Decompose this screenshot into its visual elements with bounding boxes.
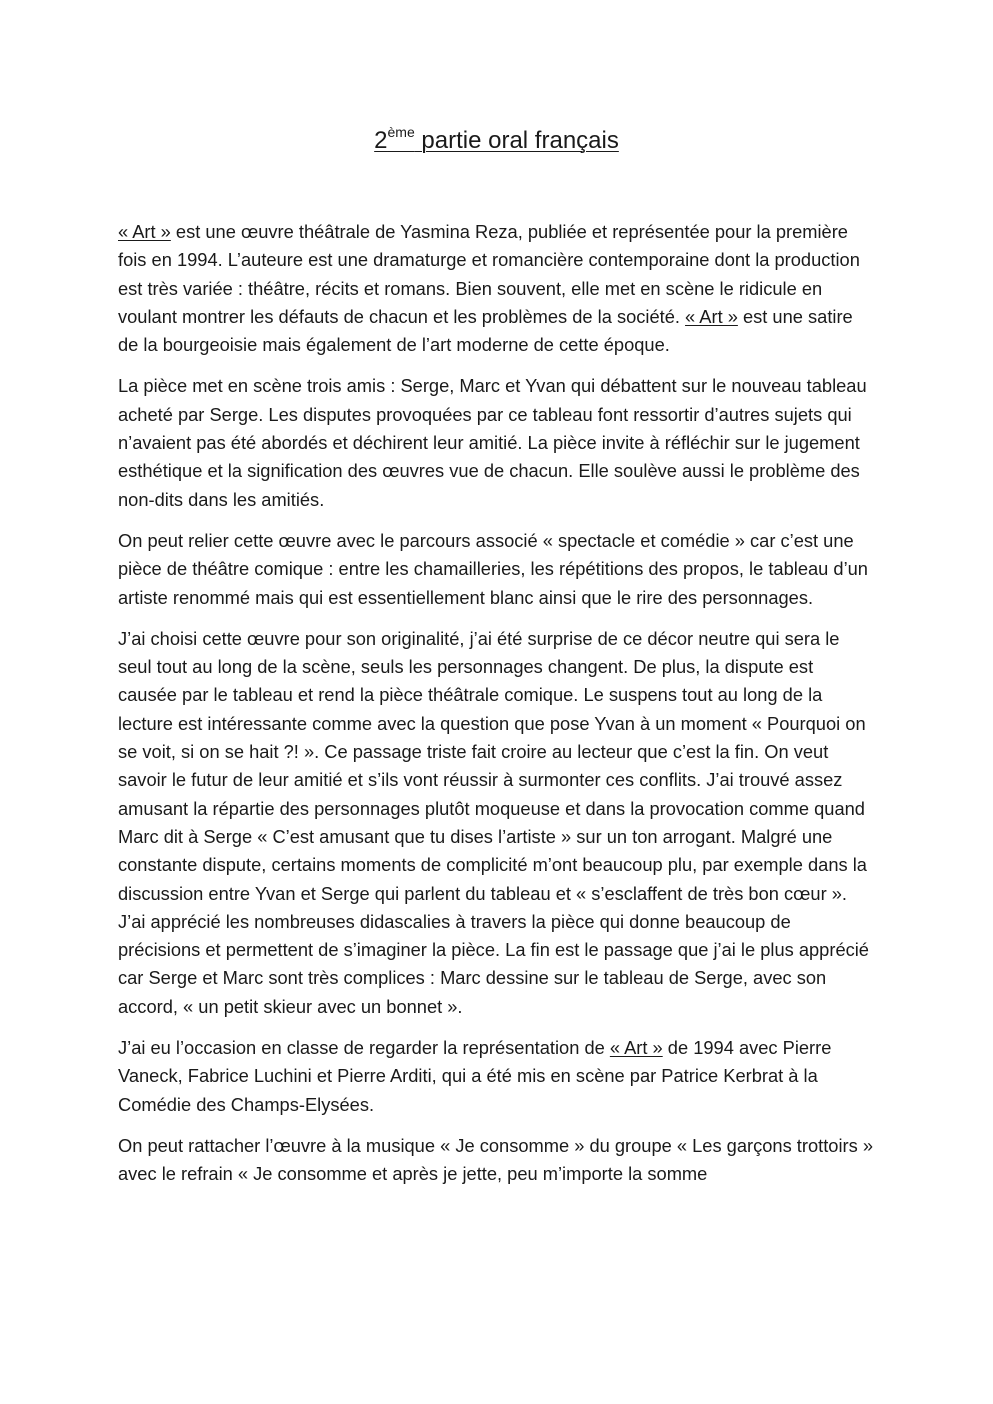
- paragraph-text: J’ai choisi cette œuvre pour son originalité, j’ai été surprise de ce décor neutre qui sera le seul tout au long de la scène, seuls les personnages changent. De plus, la dispute est causée par le tableau et rend la pièce théâtrale comique. Le suspens tout au long de la lecture est intéressante comme avec la question que pose Yvan à un moment « Pourquoi on se voit, si on se hait ?! ». Ce passage triste fait croire au lecteur que c’est la fin. On veut savoir le futur de leur amitié et s’ils vont réussir à surmonter ces conflits. J’ai trouvé assez amusant la répartie des personnages plutôt moqueuse et dans la provocation comme quand Marc dit à Serge « C’est amusant que tu dises l’artiste » sur un ton arrogant. Malgré une constante dispute, certains moments de complicité m’ont beaucoup plu, par exemple dans la discussion entre Yvan et Serge qui parlent du tableau et « s’esclaffent de très bon cœur ». J’ai apprécié les nombreuses didascalies à travers la pièce qui donne beaucoup de précisions et permettent de s’imaginer la pièce. La fin est le passage que j’ai le plus apprécié car Serge et Marc sont très complices : Marc dessine sur le tableau de Serge, avec son accord, « un petit skieur avec un bonnet ».: [118, 627, 869, 1017]
- paragraph-6: [118, 1132, 876, 1189]
- paragraph-text: est une œuvre théâtrale de Yasmina Reza, publiée et représentée pour la première fois en 1994. L’auteure est une dramaturge et romancière contemporaine dont la production est très variée : théâtre, récits et romans. Bien souvent, elle met en scène le ridicule en voulant montrer les défauts de chacun et les problèmes de la société.: [118, 221, 860, 327]
- paragraph-text: de 1994 avec Pierre Vaneck, Fabrice Luchini et Pierre Arditi, qui a été mis en scène par Patrice Kerbrat à la Comédie des Champs-Elysées.: [118, 1037, 832, 1115]
- paragraph-text: La pièce met en scène trois amis : Serge, Marc et Yvan qui débattent sur le nouveau tableau acheté par Serge. Les disputes provoquées par ce tableau font ressortir d’autres sujets qui n’avaient pas été abordés et déchirent leur amitié. La pièce invite à réfléchir sur le jugement esthétique et la signification des œuvres vue de chacun. Elle soulève aussi le problème des non-dits dans les amitiés.: [118, 375, 867, 510]
- paragraph-text: J’ai eu l’occasion en classe de regarder la représentation de: [118, 1037, 610, 1059]
- paragraph-2: [118, 372, 876, 513]
- paragraph-text: est une satire de la bourgeoisie mais également de l’art moderne de cette époque.: [118, 305, 853, 356]
- title-superscript: ème: [387, 124, 415, 140]
- title-underlined: [374, 124, 619, 154]
- paragraph-4: [118, 625, 876, 1021]
- paragraph-3: [118, 527, 876, 612]
- work-title-underlined: « Art »: [685, 305, 738, 327]
- paragraph-1: [118, 218, 876, 359]
- document-body: [118, 218, 876, 1202]
- work-title-underlined: « Art »: [609, 1037, 663, 1059]
- paragraph-5: [118, 1034, 876, 1119]
- paragraph-text: On peut rattacher l’œuvre à la musique « Je consomme » du groupe « Les garçons trottoirs » avec le refrain « Je consomme et après je jette, peu m’importe la somme: [118, 1134, 873, 1185]
- work-title-underlined: « Art »: [118, 221, 171, 242]
- page-title: [0, 118, 993, 157]
- paragraph-text: On peut relier cette œuvre avec le parcours associé « spectacle et comédie » car c’est une pièce de théâtre comique : entre les chamailleries, les répétitions des propos, le tableau d’un artiste renommé mais qui est essentiellement blanc ainsi que le rire des personnages.: [118, 529, 868, 608]
- title-number: 2: [374, 127, 388, 154]
- title-text: partie oral français: [414, 127, 619, 154]
